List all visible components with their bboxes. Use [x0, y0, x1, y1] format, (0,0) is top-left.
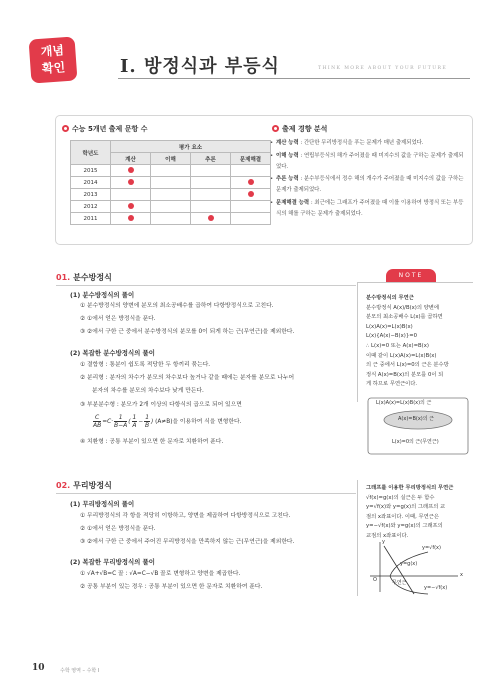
- mark-cell: [111, 213, 151, 225]
- mark-cell: [151, 189, 191, 201]
- footer-subject: 수학 영역 – 수학 Ⅰ: [60, 668, 100, 674]
- mark-cell: [151, 177, 191, 189]
- step-item: ③ ②에서 구한 근 중에서 주어진 무리방정식을 만족하지 않는 근(무연근)을 제외한다.: [80, 539, 295, 545]
- note-rule: [357, 282, 473, 283]
- step-item: ② ①에서 얻은 방정식을 푼다.: [80, 526, 156, 532]
- mark-cell: [231, 201, 271, 213]
- stats-row: [71, 201, 271, 213]
- question-mark-dot-icon: [128, 203, 134, 209]
- section-rule: [56, 493, 356, 494]
- stats-row: [71, 189, 271, 201]
- trend-list: [270, 138, 466, 222]
- bullet-dot-icon: [272, 125, 279, 132]
- graph-curve-top-label: y=√f(x): [422, 545, 441, 551]
- year-cell: 2014: [71, 177, 111, 189]
- page-number: 10: [32, 663, 45, 673]
- step-item: ① 무리방정식의 각 항을 적당히 이항하고, 양변을 제곱하여 다항방정식으로 고친다.: [80, 513, 291, 519]
- mark-cell: [231, 213, 271, 225]
- step-item: 분자의 차수를 분모의 차수보다 낮게 만든다.: [92, 388, 204, 394]
- bullet-dot-icon: [62, 125, 69, 132]
- question-mark-dot-icon: [248, 179, 254, 185]
- step-item: ② ①에서 얻은 방정식을 푼다.: [80, 316, 156, 322]
- note-divider: [357, 480, 358, 596]
- note-text-1: 분수방정식의 무연근 분수방정식 A(x)/B(x)의 양변에 분모의 최소공배수 L(x)를 곱하면 L(x)A(x)=L(x)B(x) L(x){A(x)−B(x)}=0 ∴ L(x)=0 또는 A(x)=B(x) 이때 같이 L(x)A(x)=L(x)B(x) 의 근 중에서 L(x)=0의 근은 분수방 정식 A(x)=B(x)의 분모를 0이 되 게 하므로 무연근이다.: [366, 295, 449, 388]
- partial-fraction-formula: $\frac{C}{AB}$ =C· $\frac{1}{B-A}$ ( $\frac{1}{A}$ − $\frac{1}{B}$ ) (A≠B)을 이용하여 식을 변형한다.: [93, 414, 242, 429]
- note-text-2: 그래프를 이용한 무리방정식의 무연근 √f(x)=g(x)의 실근은 두 함수 y=√f(x)와 y=g(x)의 그래프의 교 점의 x좌표이다. 이때, 무연근은 y=−√f(x)와 y=g(x)의 그래프의 교점의 x좌표이다.: [366, 485, 454, 539]
- venn-bottom-label: L(x)=0의 근(무연근): [392, 439, 439, 445]
- mark-cell: [191, 213, 231, 225]
- subsection-title: (1) 무리방정식의 풀이: [70, 500, 135, 508]
- mark-cell: [231, 177, 271, 189]
- step-item: ③ ②에서 구한 근 중에서 분수방정식의 분모를 0이 되게 하는 근(무연근)을 제외한다.: [80, 329, 295, 335]
- graph-root-label: 무연근: [392, 580, 407, 586]
- badge-line-1: 개념: [40, 43, 65, 59]
- rootless-venn-diagram: [366, 396, 470, 456]
- mark-cell: [111, 177, 151, 189]
- step-item: ① √A+√B=C 꼴 : √A=C−√B 꼴로 변형하고 양변을 제곱한다.: [80, 571, 241, 577]
- step-item: ② 공통 부분이 있는 경우 : 공통 부분이 있으면 한 문자로 치환하여 푼다.: [80, 584, 263, 590]
- section-heading: 01. 분수방정식: [56, 273, 112, 282]
- graph-curve-bottom-label: y=−√f(x): [424, 585, 448, 591]
- header-rule: [118, 78, 470, 79]
- year-cell: 2011: [71, 213, 111, 225]
- stats-heading: 수능 5개년 출제 문항 수: [62, 124, 147, 134]
- group-header: 평가 요소: [111, 141, 271, 153]
- question-mark-dot-icon: [248, 191, 254, 197]
- mark-cell: [151, 213, 191, 225]
- chapter-title: Ⅰ. 방정식과 부등식: [120, 56, 280, 77]
- year-cell: 2012: [71, 201, 111, 213]
- mark-cell: [151, 165, 191, 177]
- mark-cell: [191, 189, 231, 201]
- trend-item: • 계산 능력 : 간단한 무리방정식을 푸는 문제가 매년 출제되었다.: [270, 138, 466, 149]
- subsection-title: (2) 복잡한 무리방정식의 풀이: [70, 558, 155, 566]
- chapter-badge: [29, 36, 78, 83]
- mark-cell: [191, 165, 231, 177]
- section-heading: 02. 무리방정식: [56, 481, 112, 490]
- step-item: ① 분수방정식의 양변에 분모의 최소공배수를 곱하여 다항방정식으로 고친다.: [80, 303, 274, 309]
- stats-row: [71, 213, 271, 225]
- col-header: 문제해결: [231, 153, 271, 165]
- trend-item: • 추론 능력 : 분수부등식에서 정수 해의 개수가 주어졌을 때 미지수의 값을 구하는 문제가 출제되었다.: [270, 174, 466, 196]
- step-item: ② 분리형 : 분자의 차수가 분모의 차수보다 높거나 같을 때에는 분자를 분모로 나누어: [80, 375, 295, 381]
- graph-y-label: y: [382, 539, 385, 545]
- stats-table: [70, 140, 271, 225]
- year-cell: 2015: [71, 165, 111, 177]
- mark-cell: [191, 177, 231, 189]
- step-item: ③ 부분분수형 : 분모가 2개 이상의 다항식의 곱으로 되어 있으면: [80, 402, 242, 408]
- question-mark-dot-icon: [208, 215, 214, 221]
- rootless-graph: [366, 540, 470, 596]
- question-mark-dot-icon: [128, 215, 134, 221]
- stats-row: [71, 177, 271, 189]
- mark-cell: [111, 201, 151, 213]
- stats-table-wrapper: [70, 140, 271, 225]
- trend-item: • 이해 능력 : 연립부등식의 해가 주어졌을 때 미지수의 값을 구하는 문제가 출제되었다.: [270, 151, 466, 173]
- mark-cell: [231, 189, 271, 201]
- subsection-title: (2) 복잡한 분수방정식의 풀이: [70, 349, 155, 357]
- mark-cell: [231, 165, 271, 177]
- graph-x-label: x: [460, 572, 463, 578]
- subsection-title: (1) 분수방정식의 풀이: [70, 291, 135, 299]
- note-divider: [357, 282, 358, 402]
- mark-cell: [191, 201, 231, 213]
- trend-heading: 출제 경향 분석: [272, 124, 327, 134]
- venn-outer-label: L(x)A(x)=L(x)B(x)의 근: [376, 400, 432, 406]
- step-item: ① 결합형 : 통분이 쉽도록 적당한 두 항끼리 묶는다.: [80, 362, 211, 368]
- section-rule: [56, 285, 356, 286]
- question-mark-dot-icon: [128, 179, 134, 185]
- header-motto: THINK MORE ABOUT YOUR FUTURE: [318, 66, 448, 71]
- year-cell: 2013: [71, 189, 111, 201]
- graph-origin-label: O: [373, 577, 377, 583]
- year-header: 학년도: [71, 141, 111, 165]
- trend-item: • 문제해결 능력 : 최근에는 그래프가 주어졌을 때 이를 이용하여 방정식 또는 부등식의 해를 구하는 문제가 출제되었다.: [270, 198, 466, 220]
- mark-cell: [151, 201, 191, 213]
- step-item: ④ 치환형 : 공통 부분이 있으면 한 문자로 치환하여 푼다.: [80, 439, 224, 445]
- col-header: 계산: [111, 153, 151, 165]
- stats-row: [71, 165, 271, 177]
- col-header: 이해: [151, 153, 191, 165]
- note-tab: NOTE: [386, 269, 436, 282]
- col-header: 추론: [191, 153, 231, 165]
- badge-line-2: 확인: [41, 60, 66, 76]
- question-mark-dot-icon: [128, 167, 134, 173]
- mark-cell: [111, 165, 151, 177]
- graph-line-label: y=g(x): [400, 561, 418, 567]
- mark-cell: [111, 189, 151, 201]
- venn-inner-label: A(x)=B(x)의 근: [398, 416, 435, 422]
